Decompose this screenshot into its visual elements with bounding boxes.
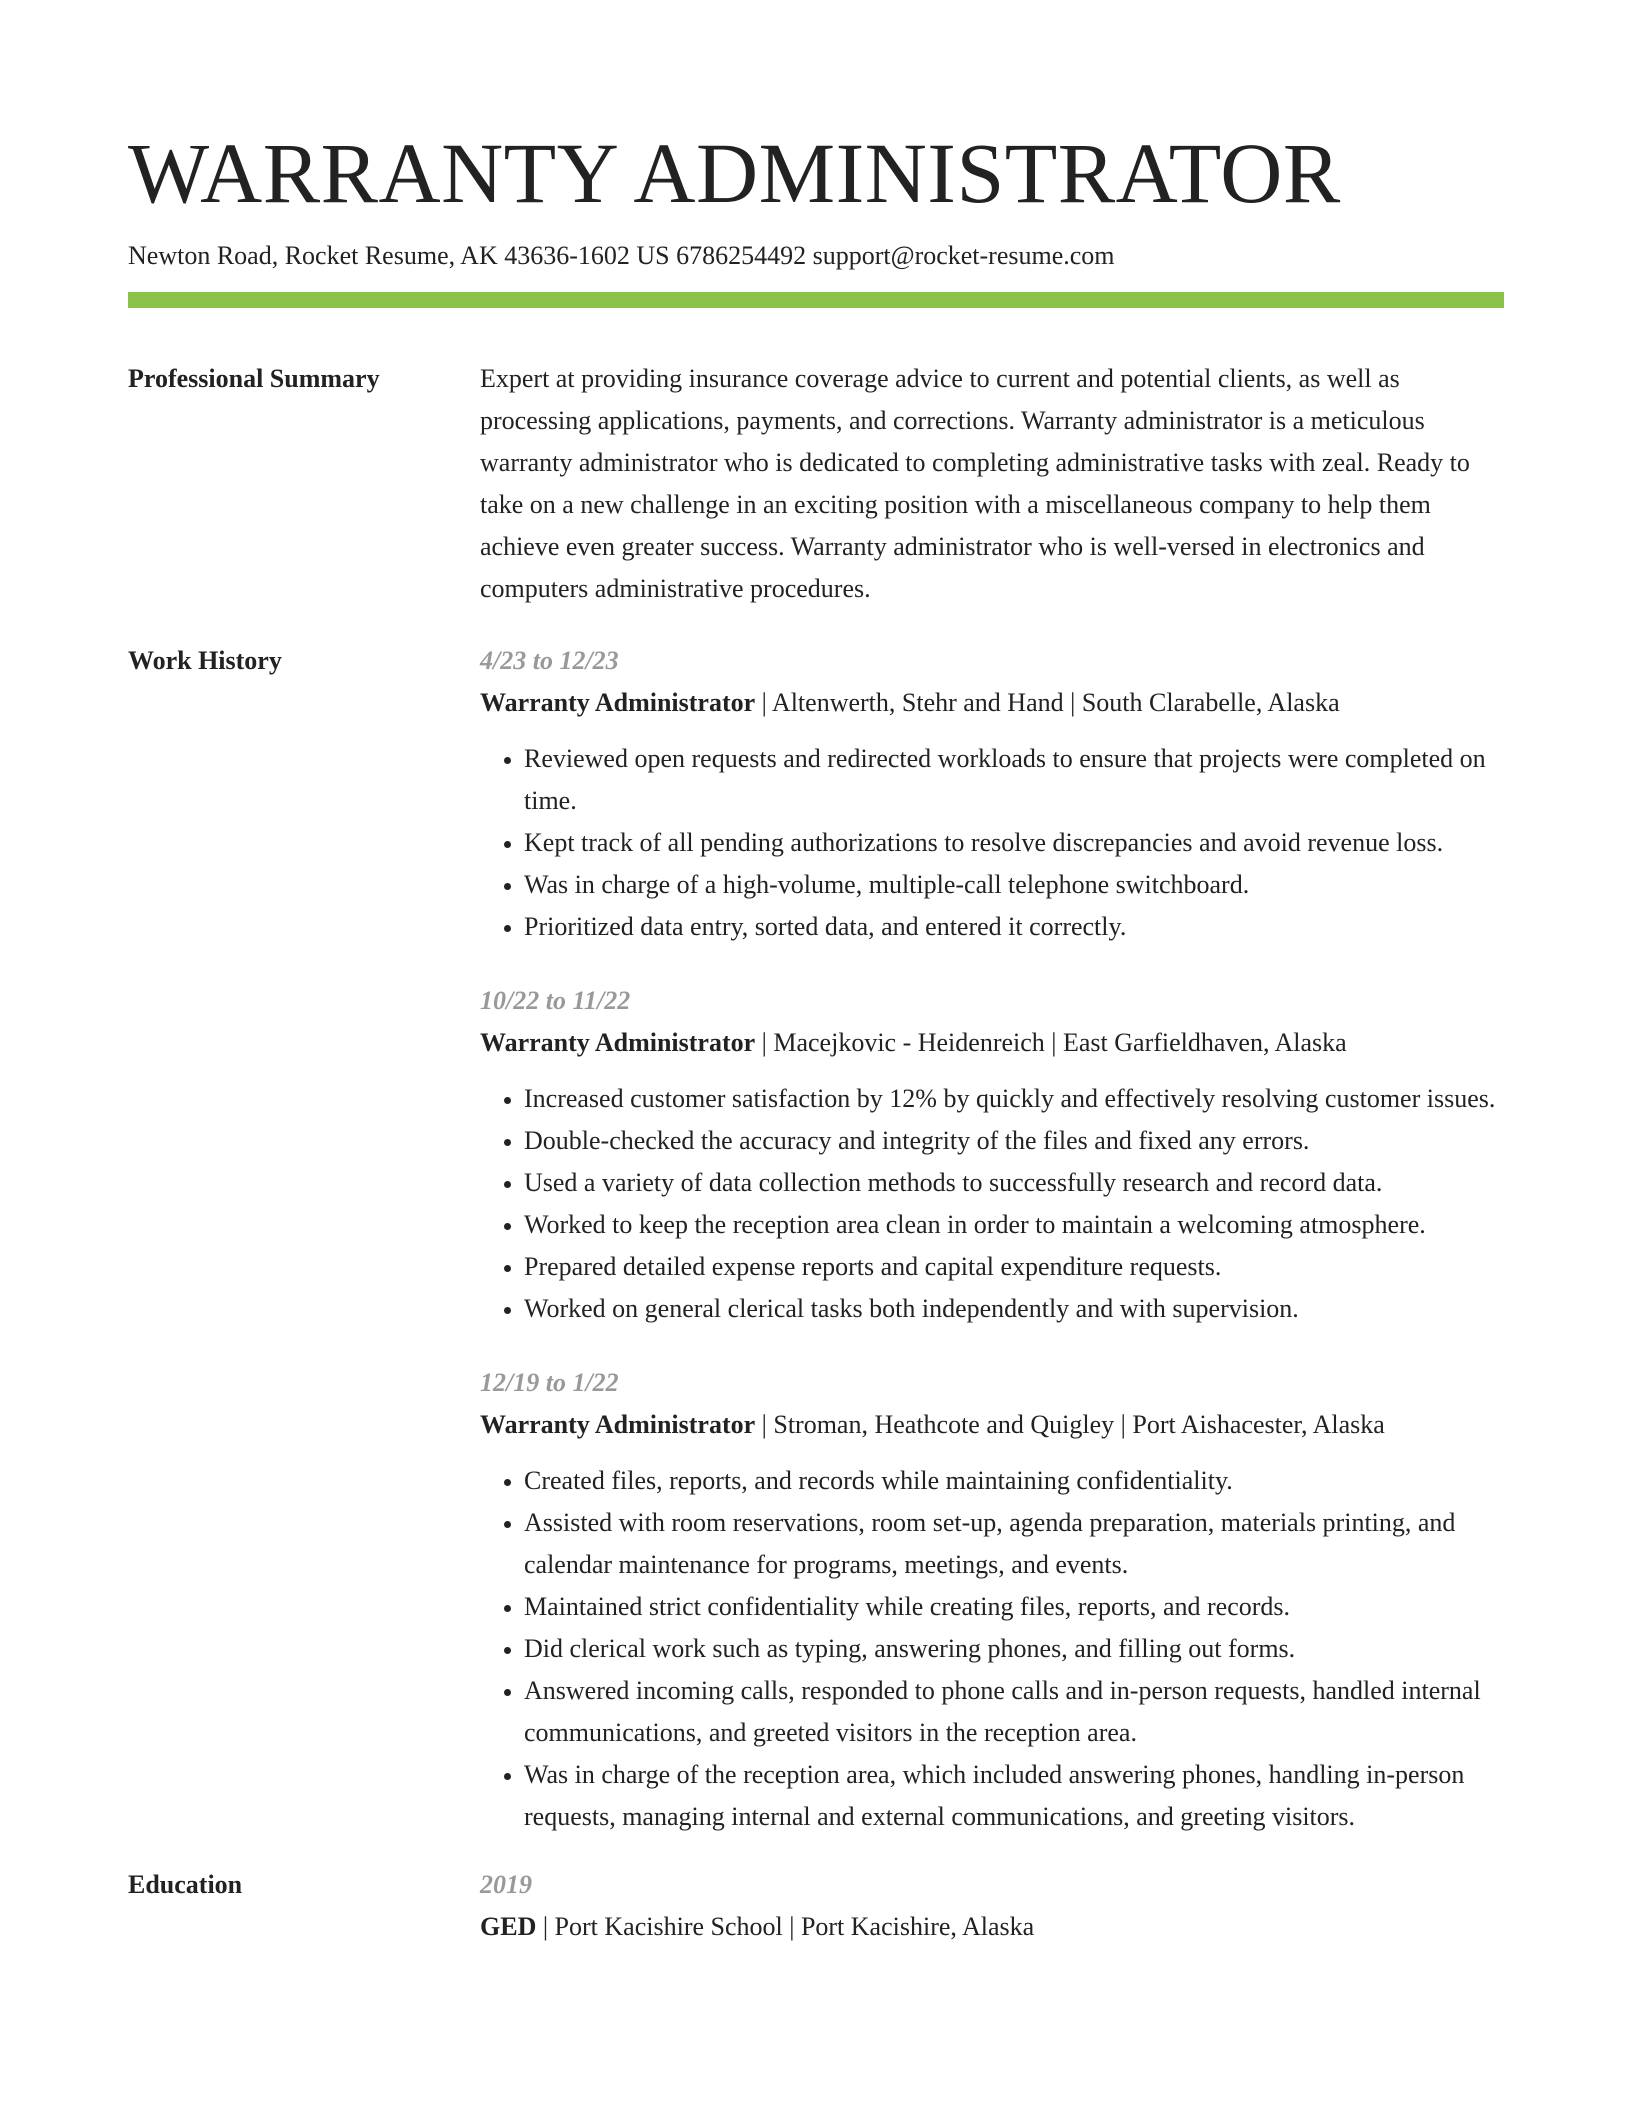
job-entry <box>480 980 1504 1330</box>
job-duty-item: • Kept track of all pending authorizations to resolve discrepancies and avoid revenue loss. <box>524 822 1504 864</box>
summary-text: Expert at providing insurance coverage advice to current and potential clients, as well as processing applications, payments, and corrections. Warranty administrator is a meticulous warranty administrator who is dedicated to completing administrative tasks with zeal. Ready to take on a new challenge in an exciting position with a miscellaneous company to help them achieve even greater success. Warranty administrator who is well-versed in electronics and computers administrative procedures. <box>480 364 1470 603</box>
job-title: Warranty Administrator <box>480 688 756 717</box>
job-dates: 4/23 to 12/23 <box>480 646 619 675</box>
education-header <box>480 1906 1504 1948</box>
job-duty-item: • Answered incoming calls, responded to phone calls and in-person requests, handled internal communications, and greeted visitors in the reception area. <box>524 1670 1504 1754</box>
job-duty-item: • Worked to keep the reception area clean in order to maintain a welcoming atmosphere. <box>524 1204 1504 1246</box>
work-history-list <box>480 640 1504 1838</box>
job-header <box>480 1404 1504 1446</box>
job-duty-item: • Double-checked the accuracy and integrity of the files and fixed any errors. <box>524 1120 1504 1162</box>
section-label-professional-summary: Professional Summary <box>128 364 380 393</box>
job-company-location: | Altenwerth, Stehr and Hand | South Clarabelle, Alaska <box>755 688 1340 717</box>
job-duties-list <box>480 738 1504 948</box>
job-title: Warranty Administrator <box>480 1410 756 1439</box>
job-entry <box>480 640 1504 948</box>
job-duty-item: • Reviewed open requests and redirected workloads to ensure that projects were completed on time. <box>524 738 1504 822</box>
job-duty-item: • Did clerical work such as typing, answering phones, and filling out forms. <box>524 1628 1504 1670</box>
job-duty-item: • Used a variety of data collection methods to successfully research and record data. <box>524 1162 1504 1204</box>
section-label-work-history: Work History <box>128 646 282 675</box>
job-duty-item: • Maintained strict confidentiality while creating files, reports, and records. <box>524 1586 1504 1628</box>
education-section <box>128 1864 1504 1948</box>
education-entry <box>480 1864 1504 1948</box>
work-history-section <box>128 640 1504 1838</box>
job-title: Warranty Administrator <box>480 1028 756 1057</box>
job-company-location: | Macejkovic - Heidenreich | East Garfieldhaven, Alaska <box>755 1028 1347 1057</box>
job-duty-item: • Prioritized data entry, sorted data, and entered it correctly. <box>524 906 1504 948</box>
accent-divider <box>128 292 1504 308</box>
contact-line: Newton Road, Rocket Resume, AK 43636-1602 US 6786254492 support@rocket-resume.com <box>128 241 1115 270</box>
job-header <box>480 1022 1504 1064</box>
education-date: 2019 <box>480 1870 532 1899</box>
job-dates: 10/22 to 11/22 <box>480 986 631 1015</box>
job-duty-item: • Assisted with room reservations, room set-up, agenda preparation, materials printing, and calendar maintenance for programs, meetings, and events. <box>524 1502 1504 1586</box>
job-company-location: | Stroman, Heathcote and Quigley | Port Aishacester, Alaska <box>755 1410 1385 1439</box>
education-school-location: | Port Kacishire School | Port Kacishire, Alaska <box>536 1912 1035 1941</box>
education-degree: GED <box>480 1912 537 1941</box>
job-duty-item: • Was in charge of a high-volume, multiple-call telephone switchboard. <box>524 864 1504 906</box>
job-duties-list <box>480 1078 1504 1330</box>
job-duty-item: • Worked on general clerical tasks both independently and with supervision. <box>524 1288 1504 1330</box>
job-duties-list <box>480 1460 1504 1838</box>
section-label-education: Education <box>128 1870 243 1899</box>
job-duty-item: • Increased customer satisfaction by 12% by quickly and effectively resolving customer issues. <box>524 1078 1504 1120</box>
job-entry <box>480 1362 1504 1838</box>
job-duty-item: • Prepared detailed expense reports and capital expenditure requests. <box>524 1246 1504 1288</box>
job-dates: 12/19 to 1/22 <box>480 1368 619 1397</box>
job-duty-item: • Created files, reports, and records while maintaining confidentiality. <box>524 1460 1504 1502</box>
resume-page <box>128 0 1504 1948</box>
professional-summary-section <box>128 358 1504 610</box>
resume-name-heading: WARRANTY ADMINISTRATOR <box>128 125 1341 221</box>
job-duty-item: • Was in charge of the reception area, which included answering phones, handling in-person requests, managing internal and external communications, and greeting visitors. <box>524 1754 1504 1838</box>
job-header <box>480 682 1504 724</box>
